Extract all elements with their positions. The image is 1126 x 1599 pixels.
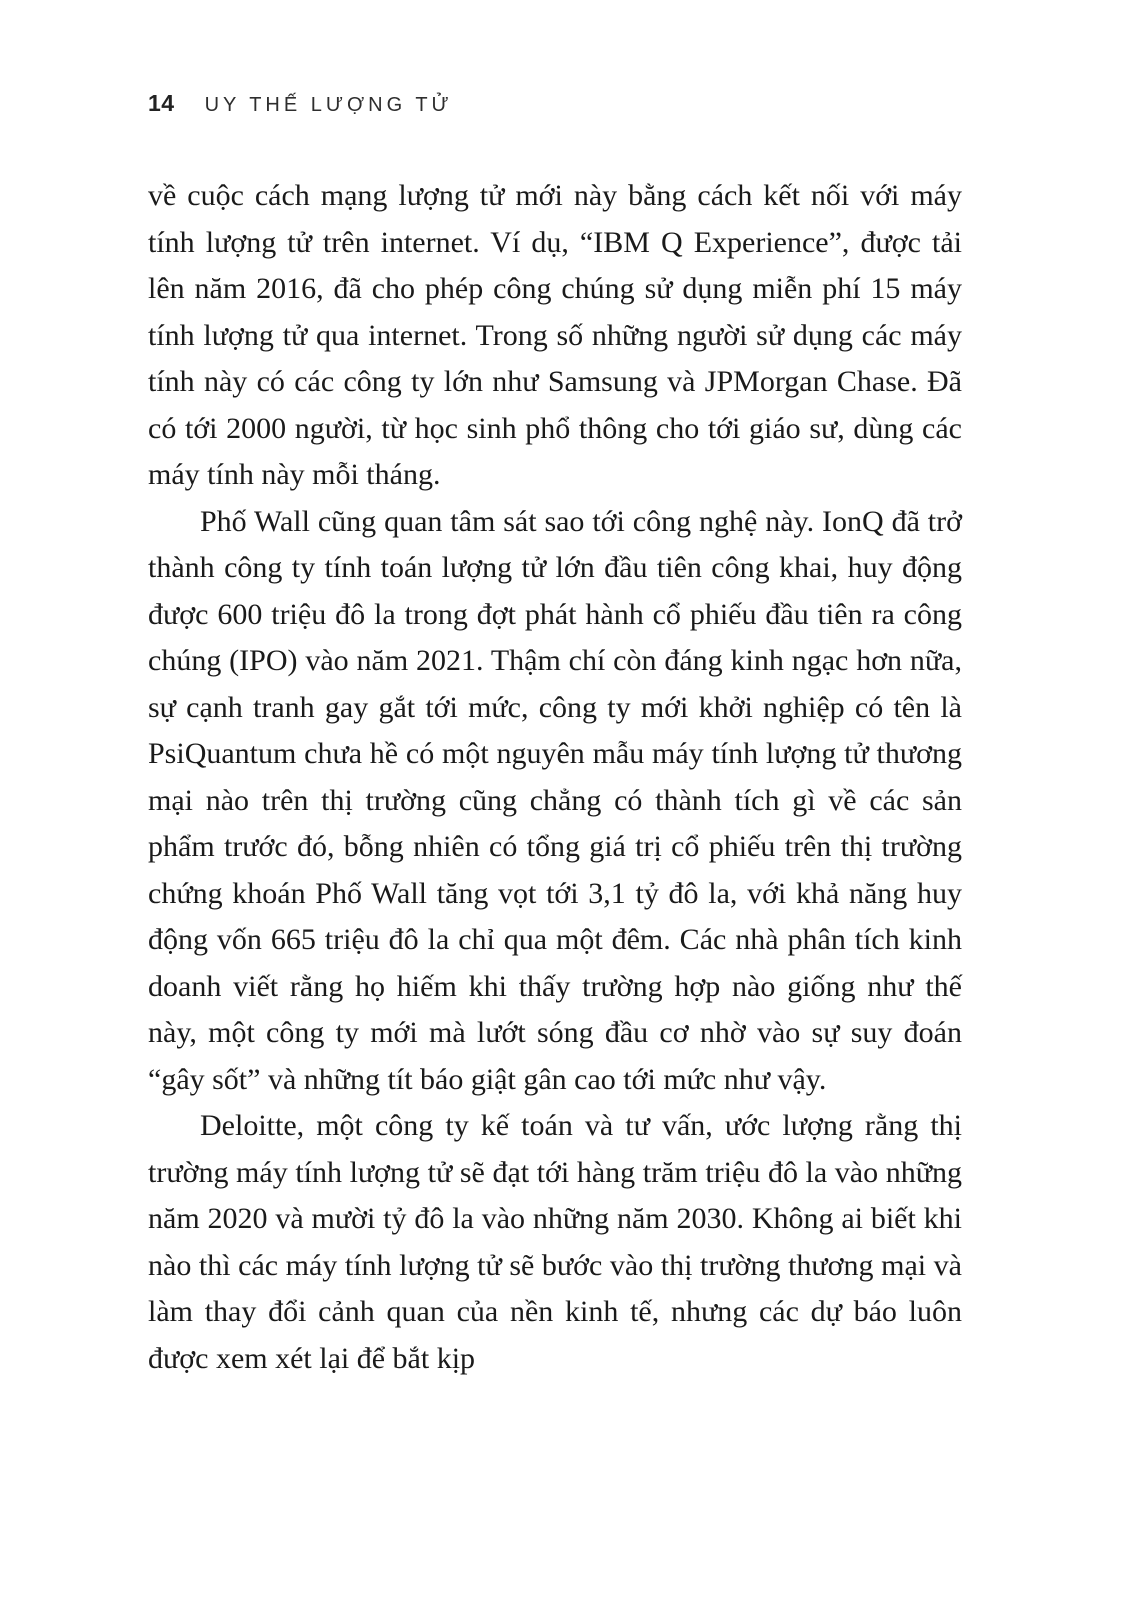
paragraph: Deloitte, một công ty kế toán và tư vấn, ước lượng rằng thị trường máy tính lượng tử sẽ đạt tới hàng trăm triệu đô la vào những năm 2020 và mười tỷ đô la vào những năm 2030. Không ai biết khi nào thì các máy tính lượng tử sẽ bước vào thị trường thương mại và làm thay đổi cảnh quan của nền kinh tế, nhưng các dự báo luôn được xem xét lại để bắt kịp <box>148 1109 962 1375</box>
paragraph: Phố Wall cũng quan tâm sát sao tới công nghệ này. IonQ đã trở thành công ty tính toán lượng tử lớn đầu tiên công khai, huy động được 600 triệu đô la trong đợt phát hành cổ phiếu đầu tiên ra công chúng (IPO) vào năm 2021. Thậm chí còn đáng kinh ngạc hơn nữa, sự cạnh tranh gay gắt tới mức, công ty mới khởi nghiệp có tên là PsiQuantum chưa hề có một nguyên mẫu máy tính lượng tử thương mại nào trên thị trường cũng chẳng có thành tích gì về các sản phẩm trước đó, bỗng nhiên có tổng giá trị cổ phiếu trên thị trường chứng khoán Phố Wall tăng vọt tới 3,1 tỷ đô la, với khả năng huy động vốn 665 triệu đô la chỉ qua một đêm. Các nhà phân tích kinh doanh viết rằng họ hiếm khi thấy trường hợp nào giống như thế này, một công ty mới mà lướt sóng đầu cơ nhờ vào sự suy đoán “gây sốt” và những tít báo giật gân cao tới mức như vậy. <box>148 504 962 1096</box>
body-text <box>148 173 962 1382</box>
running-title: UY THẾ LƯỢNG TỬ <box>204 94 453 116</box>
page-header <box>148 90 962 117</box>
paragraph: về cuộc cách mạng lượng tử mới này bằng cách kết nối với máy tính lượng tử trên internet. Ví dụ, “IBM Q Experience”, được tải lên năm 2016, đã cho phép công chúng sử dụng miễn phí 15 máy tính lượng tử qua internet. Trong số những người sử dụng các máy tính này có các công ty lớn như Samsung và JPMorgan Chase. Đã có tới 2000 người, từ học sinh phổ thông cho tới giáo sư, dùng các máy tính này mỗi tháng. <box>148 179 962 491</box>
page-number: 14 <box>148 90 175 116</box>
